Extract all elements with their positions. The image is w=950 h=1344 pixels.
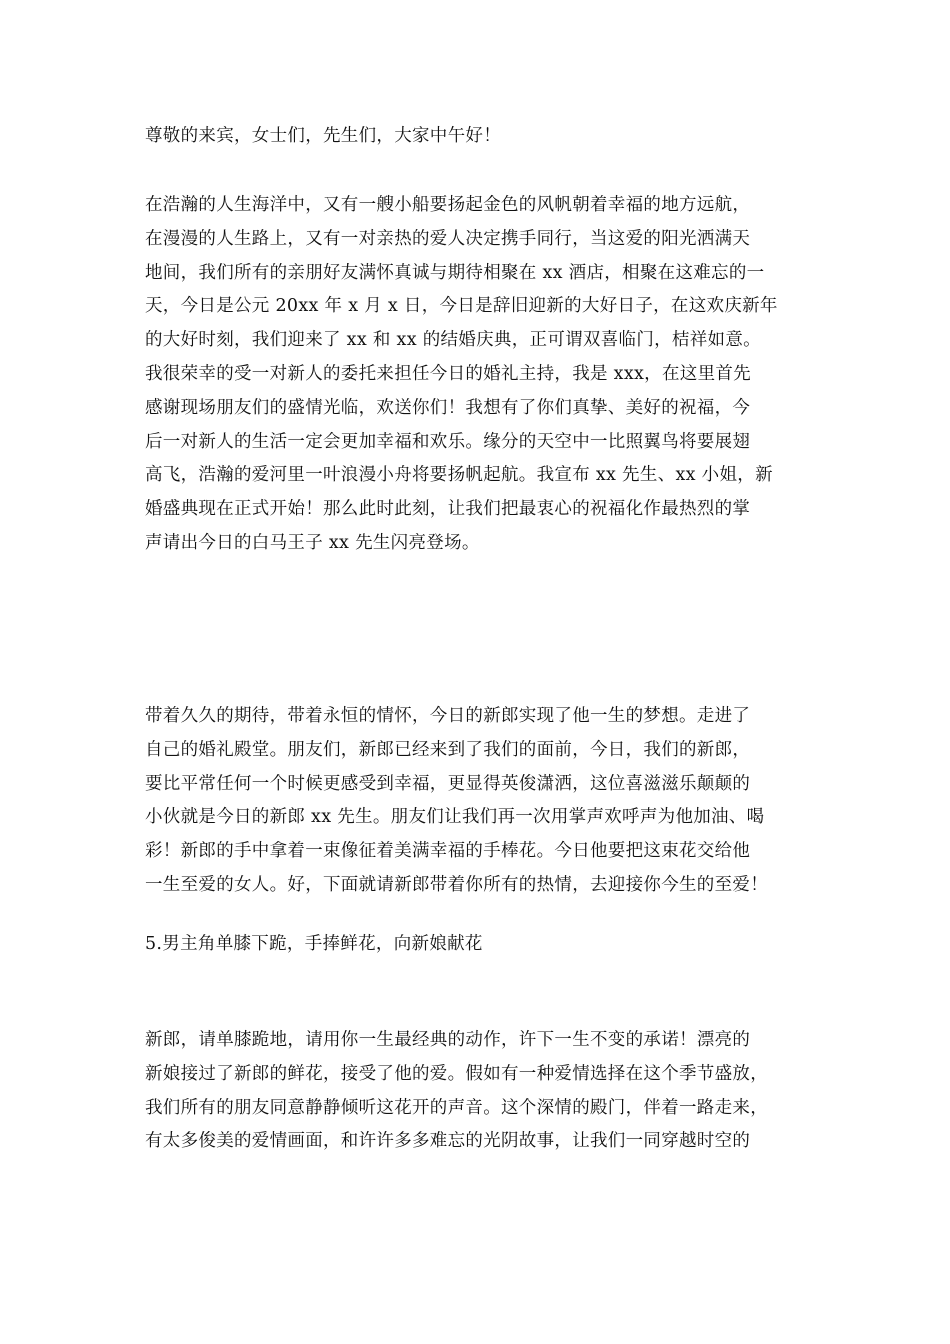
text-line: 带着久久的期待，带着永恒的情怀，今日的新郎实现了他一生的梦想。走进了 [145,706,751,726]
text-line: 婚盛典现在正式开始！那么此时此刻，让我们把最衷心的祝福化作最热烈的掌 [145,499,751,520]
text-line: 5.男主角单膝下跪，手捧鲜花，向新娘献花 [145,934,483,954]
section-heading [145,928,809,962]
text-line: 我很荣幸的受一对新人的委托来担任今日的婚礼主持，我是 xxx，在这里首先 [145,363,751,384]
text-line: 我们所有的朋友同意静静倾听这花开的声音。这个深情的殿门，伴着一路走来， [145,1097,768,1118]
text-line: 地间，我们所有的亲朋好友满怀真诚与期待相聚在 xx 酒店，相聚在这难忘的一 [145,262,765,283]
groom-entrance-paragraph [145,700,809,903]
text-line: 彩！新郎的手中拿着一束像征着美满幸福的手棒花。今日他要把这束花交给他 [145,841,751,862]
text-line: 一生至爱的女人。好，下面就请新郎带着你所有的热情，去迎接你今生的至爱！ [145,874,768,895]
text-line: 新郎，请单膝跪地，请用你一生最经典的动作，许下一生不变的承诺！漂亮的 [145,1030,751,1050]
text-line: 感谢现场朋友们的盛情光临，欢送你们！我想有了你们真挚、美好的祝福，今 [145,397,751,418]
text-line: 小伙就是今日的新郎 xx 先生。朋友们让我们再一次用掌声欢呼声为他加油、喝 [145,807,765,828]
text-line: 在漫漫的人生路上，又有一对亲热的爱人决定携手同行，当这爱的阳光洒满天 [145,228,751,249]
greeting-paragraph [145,120,809,154]
text-line: 在浩瀚的人生海洋中，又有一艘小船要扬起金色的风帆朝着幸福的地方远航， [145,195,751,215]
opening-speech-paragraph [145,189,809,561]
text-line: 新娘接过了新郎的鲜花，接受了他的爱。假如有一种爱情选择在这个季节盛放， [145,1063,768,1084]
text-line: 要比平常任何一个时候更感受到幸福，更显得英俊潇洒，这位喜滋滋乐颠颠的 [145,773,751,794]
proposal-paragraph [145,1024,809,1159]
text-line: 天，今日是公元 20xx 年 x 月 x 日，今日是辞旧迎新的大好日子，在这欢庆新年 [145,296,778,317]
text-line: 声请出今日的白马王子 xx 先生闪亮登场。 [145,532,480,553]
text-line: 的大好时刻，我们迎来了 xx 和 xx 的结婚庆典，正可谓双喜临门，桔祥如意。 [145,330,761,351]
text-line: 尊敬的来宾，女士们，先生们，大家中午好！ [145,126,501,146]
text-line: 自己的婚礼殿堂。朋友们，新郎已经来到了我们的面前，今日，我们的新郎， [145,739,751,760]
text-line: 高飞，浩瀚的爱河里一叶浪漫小舟将要扬帆起航。我宣布 xx 先生、xx 小姐，新 [145,465,773,486]
text-line: 有太多俊美的爱情画面，和许许多多难忘的光阴故事，让我们一同穿越时空的 [145,1131,751,1152]
text-line: 后一对新人的生活一定会更加幸福和欢乐。缘分的天空中一比照翼鸟将要展翅 [145,431,751,452]
